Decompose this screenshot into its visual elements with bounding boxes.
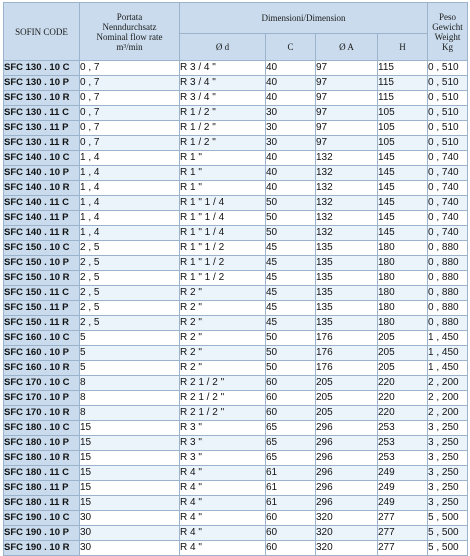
diameter-a-cell: 296 [316,481,378,496]
header-flow-line-1: Portata [116,11,143,22]
diameter-d-cell: R 2 1 / 2 " [180,391,266,406]
dimension-h-cell: 277 [378,541,428,556]
dimension-h-cell: 145 [378,196,428,211]
table-row [4,256,468,271]
dimension-c-cell: 45 [266,316,316,331]
flow-rate-cell: 0 , 7 [80,76,180,91]
spec-table [3,2,468,556]
table-row [4,226,468,241]
dimension-h-cell: 105 [378,136,428,151]
weight-cell: 0 , 510 [428,91,468,106]
diameter-d-cell: R 3 " [180,421,266,436]
dimension-c-cell: 40 [266,166,316,181]
weight-cell: 1 , 450 [428,361,468,376]
header-weight-line-3: Weight [434,31,461,42]
diameter-d-cell: R 2 " [180,286,266,301]
dimension-c-cell: 40 [266,91,316,106]
dimension-c-cell: 45 [266,241,316,256]
table-row [4,241,468,256]
header-h: H [378,34,428,61]
flow-rate-cell: 0 , 7 [80,91,180,106]
flow-rate-cell: 1 , 4 [80,196,180,211]
dimension-h-cell: 180 [378,241,428,256]
dimension-h-cell: 277 [378,526,428,541]
header-sofin-code: SOFIN CODE [4,3,80,61]
diameter-a-cell: 296 [316,436,378,451]
dimension-h-cell: 115 [378,61,428,76]
diameter-a-cell: 97 [316,61,378,76]
dimension-h-cell: 145 [378,166,428,181]
header-flow-rate [80,3,180,61]
dimension-h-cell: 105 [378,121,428,136]
flow-rate-cell: 8 [80,376,180,391]
dimension-c-cell: 45 [266,271,316,286]
weight-cell: 3 , 250 [428,451,468,466]
table-row [4,286,468,301]
dimension-c-cell: 60 [266,511,316,526]
product-code-cell: SFC 140 . 10 P [4,166,80,181]
header-flow-line-3: Nominal flow rate [96,31,163,42]
dimension-h-cell: 145 [378,211,428,226]
product-code-cell: SFC 130 . 11 R [4,136,80,151]
diameter-a-cell: 205 [316,376,378,391]
flow-rate-cell: 5 [80,361,180,376]
weight-cell: 0 , 740 [428,151,468,166]
spec-table-container [3,2,467,556]
weight-cell: 0 , 880 [428,241,468,256]
flow-rate-cell: 15 [80,436,180,451]
dimension-c-cell: 61 [266,466,316,481]
table-row [4,466,468,481]
diameter-d-cell: R 2 " [180,301,266,316]
header-row-top [4,3,468,34]
weight-cell: 3 , 250 [428,496,468,511]
product-code-cell: SFC 160 . 10 P [4,346,80,361]
diameter-d-cell: R 1 " 1 / 4 [180,226,266,241]
product-code-cell: SFC 180 . 10 C [4,421,80,436]
diameter-d-cell: R 1 " [180,181,266,196]
dimension-c-cell: 60 [266,541,316,556]
diameter-d-cell: R 1 " 1 / 4 [180,211,266,226]
product-code-cell: SFC 140 . 11 C [4,196,80,211]
flow-rate-cell: 1 , 4 [80,211,180,226]
weight-cell: 0 , 880 [428,256,468,271]
diameter-a-cell: 132 [316,181,378,196]
dimension-c-cell: 50 [266,331,316,346]
weight-cell: 0 , 880 [428,316,468,331]
header-flow-line-2: Nenndurchsatz [102,21,157,32]
product-code-cell: SFC 140 . 11 R [4,226,80,241]
product-code-cell: SFC 140 . 10 C [4,151,80,166]
diameter-a-cell: 132 [316,166,378,181]
diameter-d-cell: R 4 " [180,496,266,511]
diameter-d-cell: R 4 " [180,526,266,541]
dimension-c-cell: 45 [266,301,316,316]
header-dimension: Dimensioni/Dimension [180,3,428,34]
diameter-a-cell: 176 [316,361,378,376]
dimension-c-cell: 65 [266,421,316,436]
table-row [4,451,468,466]
flow-rate-cell: 30 [80,541,180,556]
table-row [4,181,468,196]
weight-cell: 1 , 450 [428,331,468,346]
spec-table-body [4,61,468,556]
dimension-c-cell: 40 [266,61,316,76]
dimension-h-cell: 220 [378,391,428,406]
table-row [4,526,468,541]
diameter-a-cell: 320 [316,511,378,526]
flow-rate-cell: 15 [80,451,180,466]
diameter-a-cell: 132 [316,226,378,241]
diameter-a-cell: 296 [316,496,378,511]
weight-cell: 0 , 740 [428,181,468,196]
product-code-cell: SFC 190 . 10 C [4,511,80,526]
diameter-a-cell: 205 [316,391,378,406]
diameter-d-cell: R 1 / 2 " [180,136,266,151]
product-code-cell: SFC 180 . 11 P [4,481,80,496]
weight-cell: 5 , 500 [428,541,468,556]
diameter-a-cell: 135 [316,286,378,301]
dimension-h-cell: 145 [378,151,428,166]
header-weight [428,3,468,61]
dimension-c-cell: 30 [266,106,316,121]
flow-rate-cell: 5 [80,346,180,361]
diameter-d-cell: R 4 " [180,511,266,526]
dimension-c-cell: 50 [266,196,316,211]
dimension-c-cell: 50 [266,361,316,376]
header-weight-line-1: Peso [438,11,456,22]
dimension-h-cell: 277 [378,511,428,526]
diameter-d-cell: R 1 / 2 " [180,106,266,121]
weight-cell: 0 , 740 [428,226,468,241]
dimension-c-cell: 40 [266,151,316,166]
diameter-d-cell: R 4 " [180,481,266,496]
weight-cell: 0 , 740 [428,196,468,211]
table-row [4,481,468,496]
table-row [4,301,468,316]
diameter-d-cell: R 2 " [180,316,266,331]
diameter-a-cell: 296 [316,466,378,481]
table-row [4,346,468,361]
product-code-cell: SFC 160 . 10 C [4,331,80,346]
diameter-d-cell: R 3 " [180,436,266,451]
product-code-cell: SFC 180 . 10 R [4,451,80,466]
diameter-a-cell: 97 [316,91,378,106]
table-row [4,61,468,76]
diameter-d-cell: R 3 / 4 " [180,61,266,76]
table-row [4,331,468,346]
dimension-h-cell: 220 [378,376,428,391]
dimension-h-cell: 205 [378,361,428,376]
diameter-d-cell: R 2 1 / 2 " [180,406,266,421]
dimension-c-cell: 45 [266,256,316,271]
header-weight-line-4: Kg [442,41,453,52]
dimension-h-cell: 180 [378,301,428,316]
diameter-d-cell: R 3 / 4 " [180,76,266,91]
dimension-c-cell: 60 [266,376,316,391]
flow-rate-cell: 8 [80,391,180,406]
weight-cell: 2 , 200 [428,406,468,421]
flow-rate-cell: 1 , 4 [80,151,180,166]
weight-cell: 3 , 250 [428,421,468,436]
dimension-h-cell: 253 [378,436,428,451]
weight-cell: 0 , 880 [428,286,468,301]
diameter-d-cell: R 1 " 1 / 2 [180,271,266,286]
diameter-a-cell: 296 [316,451,378,466]
flow-rate-cell: 5 [80,331,180,346]
dimension-c-cell: 40 [266,76,316,91]
flow-rate-cell: 1 , 4 [80,226,180,241]
product-code-cell: SFC 140 . 10 R [4,181,80,196]
weight-cell: 2 , 200 [428,376,468,391]
weight-cell: 0 , 880 [428,271,468,286]
flow-rate-cell: 2 , 5 [80,256,180,271]
product-code-cell: SFC 130 . 11 C [4,106,80,121]
header-diameter-a: Ø A [316,34,378,61]
flow-rate-cell: 2 , 5 [80,316,180,331]
diameter-d-cell: R 3 " [180,451,266,466]
diameter-a-cell: 320 [316,526,378,541]
flow-rate-cell: 30 [80,526,180,541]
dimension-h-cell: 253 [378,451,428,466]
table-row [4,361,468,376]
table-row [4,406,468,421]
table-row [4,271,468,286]
product-code-cell: SFC 160 . 10 R [4,361,80,376]
table-row [4,106,468,121]
flow-rate-cell: 1 , 4 [80,166,180,181]
flow-rate-cell: 1 , 4 [80,181,180,196]
product-code-cell: SFC 180 . 10 P [4,436,80,451]
diameter-d-cell: R 1 " 1 / 2 [180,256,266,271]
dimension-c-cell: 50 [266,226,316,241]
dimension-h-cell: 115 [378,91,428,106]
table-row [4,136,468,151]
diameter-d-cell: R 3 / 4 " [180,91,266,106]
product-code-cell: SFC 190 . 10 R [4,541,80,556]
product-code-cell: SFC 180 . 11 R [4,496,80,511]
product-code-cell: SFC 180 . 11 C [4,466,80,481]
flow-rate-cell: 2 , 5 [80,241,180,256]
weight-cell: 5 , 500 [428,511,468,526]
header-flow-line-4: m³/min [116,41,143,52]
diameter-a-cell: 296 [316,421,378,436]
weight-cell: 0 , 510 [428,136,468,151]
diameter-a-cell: 135 [316,301,378,316]
flow-rate-cell: 15 [80,496,180,511]
product-code-cell: SFC 170 . 10 R [4,406,80,421]
table-row [4,391,468,406]
weight-cell: 0 , 510 [428,61,468,76]
dimension-h-cell: 249 [378,496,428,511]
product-code-cell: SFC 150 . 10 R [4,271,80,286]
product-code-cell: SFC 130 . 11 P [4,121,80,136]
product-code-cell: SFC 150 . 10 C [4,241,80,256]
dimension-h-cell: 220 [378,406,428,421]
weight-cell: 5 , 500 [428,526,468,541]
diameter-a-cell: 132 [316,196,378,211]
weight-cell: 0 , 510 [428,76,468,91]
dimension-h-cell: 115 [378,76,428,91]
table-row [4,421,468,436]
weight-cell: 1 , 450 [428,346,468,361]
flow-rate-cell: 8 [80,406,180,421]
header-diameter-d: Ø d [180,34,266,61]
flow-rate-cell: 15 [80,466,180,481]
flow-rate-cell: 2 , 5 [80,301,180,316]
product-code-cell: SFC 130 . 10 P [4,76,80,91]
weight-cell: 0 , 510 [428,106,468,121]
dimension-c-cell: 30 [266,136,316,151]
flow-rate-cell: 15 [80,481,180,496]
dimension-c-cell: 61 [266,481,316,496]
diameter-d-cell: R 2 1 / 2 " [180,376,266,391]
dimension-c-cell: 50 [266,211,316,226]
diameter-a-cell: 132 [316,151,378,166]
product-code-cell: SFC 170 . 10 C [4,376,80,391]
weight-cell: 0 , 880 [428,301,468,316]
product-code-cell: SFC 140 . 11 P [4,211,80,226]
diameter-d-cell: R 2 " [180,331,266,346]
diameter-a-cell: 320 [316,541,378,556]
diameter-d-cell: R 1 " [180,166,266,181]
diameter-d-cell: R 1 " 1 / 2 [180,241,266,256]
weight-cell: 3 , 250 [428,436,468,451]
flow-rate-cell: 2 , 5 [80,271,180,286]
weight-cell: 3 , 250 [428,481,468,496]
table-row [4,211,468,226]
dimension-h-cell: 145 [378,181,428,196]
table-row [4,541,468,556]
diameter-a-cell: 135 [316,256,378,271]
table-row [4,166,468,181]
weight-cell: 0 , 740 [428,166,468,181]
product-code-cell: SFC 130 . 10 C [4,61,80,76]
dimension-c-cell: 65 [266,451,316,466]
diameter-a-cell: 176 [316,346,378,361]
product-code-cell: SFC 150 . 11 R [4,316,80,331]
dimension-c-cell: 60 [266,526,316,541]
product-code-cell: SFC 130 . 10 R [4,91,80,106]
diameter-a-cell: 176 [316,331,378,346]
weight-cell: 0 , 510 [428,121,468,136]
dimension-h-cell: 180 [378,271,428,286]
dimension-h-cell: 180 [378,286,428,301]
table-row [4,376,468,391]
header-c: C [266,34,316,61]
product-code-cell: SFC 170 . 10 P [4,391,80,406]
dimension-c-cell: 60 [266,406,316,421]
table-row [4,316,468,331]
product-code-cell: SFC 150 . 10 P [4,256,80,271]
diameter-a-cell: 205 [316,406,378,421]
dimension-h-cell: 205 [378,331,428,346]
diameter-a-cell: 97 [316,121,378,136]
diameter-a-cell: 135 [316,316,378,331]
dimension-h-cell: 205 [378,346,428,361]
dimension-h-cell: 105 [378,106,428,121]
product-code-cell: SFC 150 . 11 C [4,286,80,301]
diameter-d-cell: R 1 " [180,151,266,166]
diameter-a-cell: 97 [316,106,378,121]
flow-rate-cell: 0 , 7 [80,136,180,151]
header-weight-line-2: Gewicht [432,21,463,32]
diameter-d-cell: R 1 " 1 / 4 [180,196,266,211]
weight-cell: 3 , 250 [428,466,468,481]
flow-rate-cell: 0 , 7 [80,106,180,121]
weight-cell: 0 , 740 [428,211,468,226]
dimension-h-cell: 253 [378,421,428,436]
table-row [4,91,468,106]
flow-rate-cell: 2 , 5 [80,286,180,301]
diameter-a-cell: 97 [316,76,378,91]
dimension-h-cell: 180 [378,316,428,331]
diameter-a-cell: 135 [316,271,378,286]
diameter-d-cell: R 2 " [180,346,266,361]
product-code-cell: SFC 150 . 11 P [4,301,80,316]
table-row [4,511,468,526]
flow-rate-cell: 15 [80,421,180,436]
table-row [4,196,468,211]
dimension-h-cell: 249 [378,481,428,496]
weight-cell: 2 , 200 [428,391,468,406]
table-row [4,121,468,136]
dimension-c-cell: 65 [266,436,316,451]
dimension-h-cell: 145 [378,226,428,241]
diameter-a-cell: 135 [316,241,378,256]
dimension-h-cell: 249 [378,466,428,481]
table-row [4,76,468,91]
flow-rate-cell: 0 , 7 [80,121,180,136]
diameter-d-cell: R 2 " [180,361,266,376]
table-row [4,436,468,451]
diameter-d-cell: R 1 / 2 " [180,121,266,136]
diameter-d-cell: R 4 " [180,466,266,481]
dimension-h-cell: 180 [378,256,428,271]
diameter-d-cell: R 4 " [180,541,266,556]
table-row [4,151,468,166]
dimension-c-cell: 40 [266,181,316,196]
dimension-c-cell: 60 [266,391,316,406]
table-row [4,496,468,511]
flow-rate-cell: 0 , 7 [80,61,180,76]
dimension-c-cell: 30 [266,121,316,136]
diameter-a-cell: 97 [316,136,378,151]
dimension-c-cell: 61 [266,496,316,511]
dimension-c-cell: 50 [266,346,316,361]
dimension-c-cell: 45 [266,286,316,301]
diameter-a-cell: 132 [316,211,378,226]
flow-rate-cell: 30 [80,511,180,526]
product-code-cell: SFC 190 . 10 P [4,526,80,541]
